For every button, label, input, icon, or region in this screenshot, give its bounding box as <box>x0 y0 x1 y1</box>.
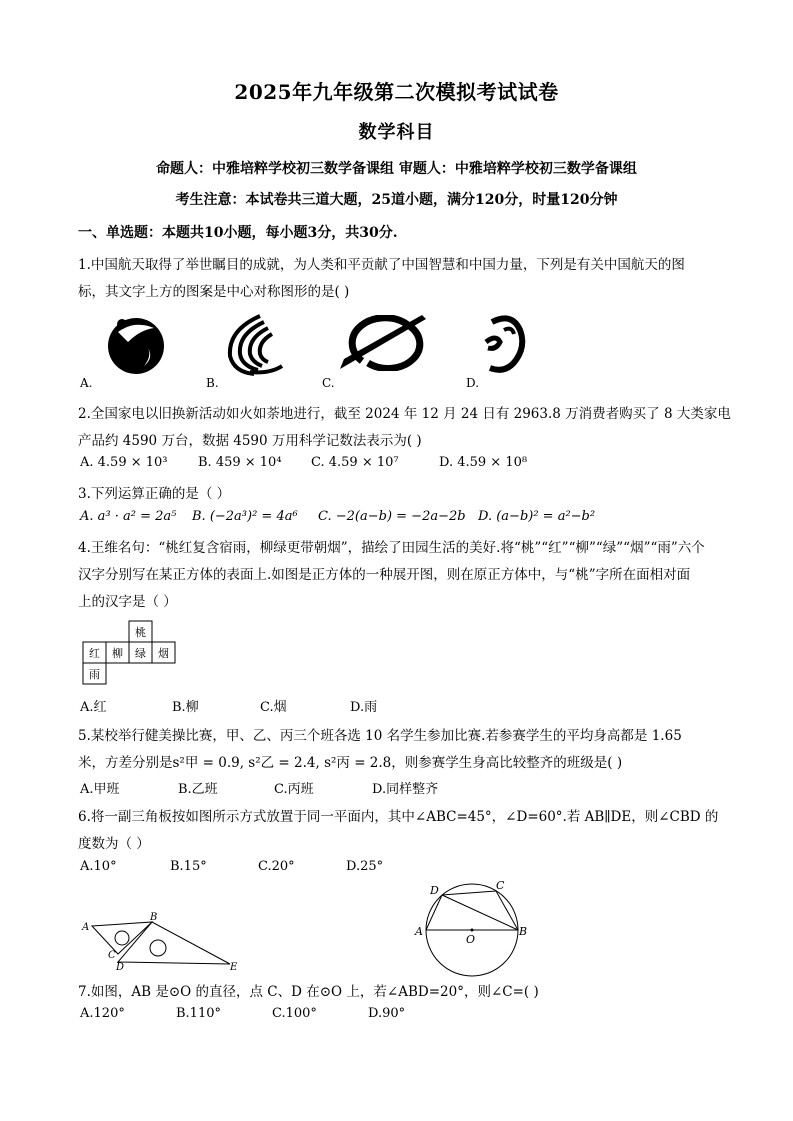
q2-option-d: D. 4.59 × 10⁸ <box>439 455 528 470</box>
q4-option-b: B.柳 <box>172 700 199 715</box>
q7-point-b: B <box>519 925 528 938</box>
q1-label-a: A. <box>80 376 93 390</box>
q3-option-a: A. a³ · a² = 2a⁵ <box>80 509 177 524</box>
net-cell-tao: 桃 <box>135 626 146 639</box>
q3-option-b: B. (−2a³)² = 4a⁶ <box>192 509 298 524</box>
q6-option-d: D.25° <box>346 859 384 874</box>
q5-text-line2: 米，方差分别是s²甲 = 0.9, s²乙 = 2.4, s²丙 = 2.8，则参赛学生身高比较整齐的班级是( ) <box>78 755 623 771</box>
q7-point-c: C <box>496 880 505 892</box>
q5-option-d: D.同样整齐 <box>372 782 439 797</box>
q7-point-d: D <box>430 884 439 897</box>
q6-point-d: D <box>116 962 125 972</box>
q4-text-line1: 4.王维名句：“桃红复含宿雨，柳绿更带朝烟”，描绘了田园生活的美好.将“桃”“红”“柳”“绿”“烟”“雨”六个 <box>78 540 705 556</box>
q7-option-b: B.110° <box>176 1006 221 1021</box>
q5-option-a: A.甲班 <box>80 782 120 797</box>
q1-logo-a-icon <box>104 312 168 376</box>
q6-text-line2: 度数为（ ） <box>78 836 150 852</box>
q1-label-b: B. <box>206 376 219 390</box>
q5-text-line1: 5.某校举行健美操比赛，甲、乙、丙三个班各选 10 名学生参加比赛.若参赛学生的平均身高都是 1.65 <box>78 728 682 744</box>
q5-option-c: C.丙班 <box>274 782 314 797</box>
q4-option-a: A.红 <box>80 700 107 715</box>
q3-option-d: D. (a−b)² = a²−b² <box>478 509 596 524</box>
q4-text-line2: 汉字分别写在某正方体的表面上.如图是正方体的一种展开图，则在原正方体中，与“桃”字所在面相对面 <box>78 567 691 583</box>
net-cell-yu: 雨 <box>89 668 100 681</box>
q1-label-c: C. <box>322 376 335 390</box>
q2-option-a: A. 4.59 × 10³ <box>80 455 168 470</box>
q7-point-a: A <box>415 925 423 938</box>
q4-option-d: D.雨 <box>350 700 378 715</box>
q7-circle-figure <box>412 880 532 980</box>
q1-label-d: D. <box>466 376 480 390</box>
section-heading: 一、单选题：本题共10小题，每小题3分，共30分. <box>78 225 398 241</box>
q1-logo-b-icon <box>220 312 292 378</box>
q2-text-line1: 2.全国家电以旧换新活动如火如荼地进行，截至 2024 年 12 月 24 日有 2963.8 万消费者购买了 8 大类家电 <box>78 406 731 422</box>
q2-options <box>80 455 527 470</box>
q6-text-line1: 6.将一副三角板按如图所示方式放置于同一平面内，其中∠ABC=45°，∠D=60°.若 AB∥DE，则∠CBD 的 <box>78 809 719 825</box>
q7-options <box>80 1006 405 1021</box>
q3-text-line1: 3.下列运算正确的是（ ） <box>78 486 231 502</box>
q4-options <box>80 696 377 715</box>
q2-option-c: C. 4.59 × 10⁷ <box>311 455 399 470</box>
q7-option-a: A.120° <box>80 1006 125 1021</box>
q6-point-e: E <box>230 962 238 972</box>
q2-text-line2: 产品约 4590 万台，数据 4590 万用科学记数法表示为( ) <box>78 433 422 449</box>
q6-point-c: C <box>108 950 116 961</box>
q4-option-c: C.烟 <box>260 700 287 715</box>
q1-logo-c-icon <box>338 315 430 371</box>
q6-option-b: B.15° <box>170 859 207 874</box>
q6-triangle-figure <box>80 912 240 972</box>
q7-option-d: D.90° <box>368 1006 406 1021</box>
q7-option-c: C.100° <box>272 1006 317 1021</box>
net-cell-liu: 柳 <box>112 647 123 660</box>
q6-point-a: A <box>82 922 90 933</box>
net-cell-hong: 红 <box>89 647 100 660</box>
exam-notice: 考生注意：本试卷共三道大题，25道小题，满分120分，时量120分钟 <box>175 192 618 208</box>
q6-options <box>80 859 383 874</box>
q1-text-line1: 1.中国航天取得了举世瞩目的成就，为人类和平贡献了中国智慧和中国力量，下列是有关中国航天的图 <box>78 257 685 273</box>
exam-authors: 命题人：中雅培粹学校初三数学备课组 审题人：中雅培粹学校初三数学备课组 <box>156 161 637 177</box>
q1-text-line2: 标，其文字上方的图案是中心对称图形的是( ) <box>78 284 350 300</box>
q6-option-a: A.10° <box>80 859 117 874</box>
q7-text-line1: 7.如图，AB 是⊙O 的直径，点 C、D 在⊙O 上，若∠ABD=20°，则∠C=( ) <box>78 984 539 1000</box>
net-cell-lv: 绿 <box>135 647 146 660</box>
q2-option-b: B. 459 × 10⁴ <box>198 455 282 470</box>
q5-option-b: B.乙班 <box>178 782 218 797</box>
q3-option-c: C. −2(a−b) = −2a−2b <box>318 509 466 524</box>
q6-point-b: B <box>150 912 158 923</box>
q4-cube-net <box>82 620 178 686</box>
exam-title: 2025年九年级第二次模拟考试试卷 <box>234 80 559 104</box>
q5-options <box>80 778 438 797</box>
q3-options <box>80 509 595 524</box>
net-cell-yan: 烟 <box>158 647 169 660</box>
q4-text-line3: 上的汉字是（ ） <box>78 594 177 610</box>
q1-logo-d-icon <box>482 312 528 376</box>
q7-point-o: O <box>466 933 476 946</box>
q6-option-c: C.20° <box>258 859 295 874</box>
exam-subject: 数学科目 <box>358 122 435 143</box>
